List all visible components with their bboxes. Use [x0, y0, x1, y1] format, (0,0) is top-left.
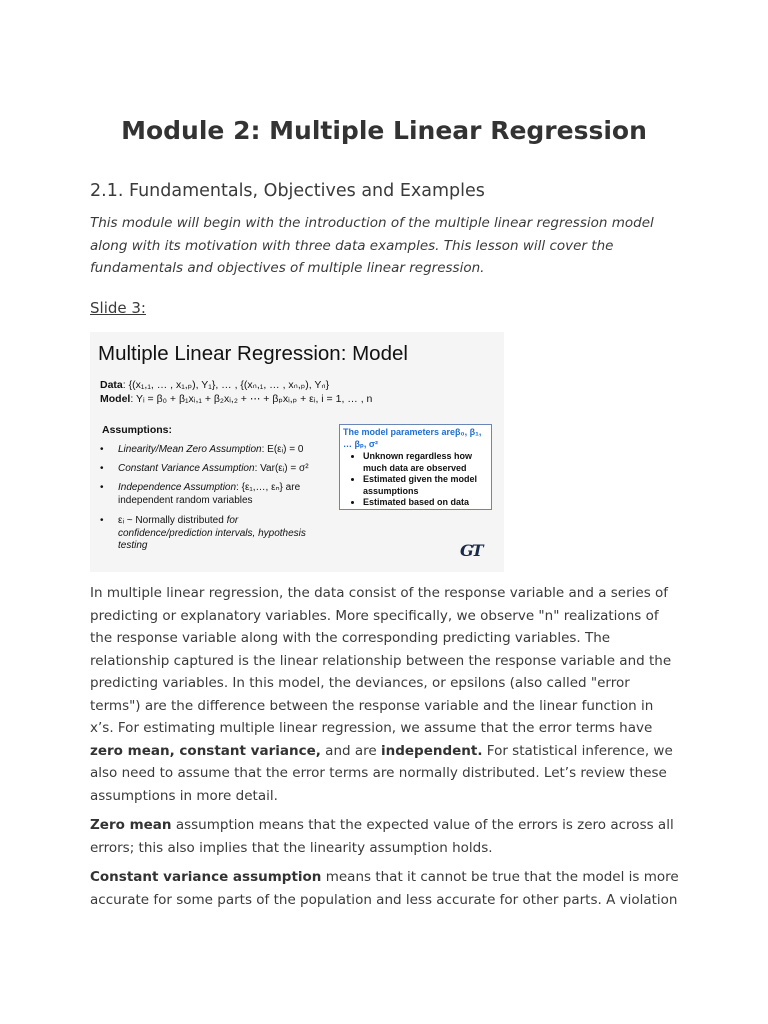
section-heading: 2.1. Fundamentals, Objectives and Examples — [90, 181, 485, 201]
assumption-name: Independence Assumption — [118, 482, 237, 493]
parameters-item: • Unknown regardless how much data are observed — [363, 451, 491, 474]
parameters-list — [340, 451, 491, 509]
body-paragraph — [90, 582, 680, 807]
bullet-dot: • — [100, 463, 104, 474]
body-paragraph — [90, 866, 680, 911]
slide-image — [90, 332, 504, 572]
paragraph-text: assumption means that the expected value of the errors is zero across all errors; this also implies that the linearity assumption holds. — [90, 817, 674, 856]
assumption-bullet — [100, 515, 328, 553]
slide-title: Multiple Linear Regression: Model — [98, 342, 408, 365]
paragraph-text: means that it cannot be true that the model is more accurate for some parts of the population and less accurate for other parts. A violation — [90, 869, 679, 908]
data-formula: : {(x₁,₁, … , x₁,ₚ), Y₁}, … , {(xₙ,₁, … , xₙ,ₚ), Yₙ} — [122, 379, 330, 391]
emphasis-text: independent. — [380, 742, 483, 759]
assumption-bullet — [100, 444, 328, 457]
parameters-box — [339, 424, 492, 510]
paragraph-text: For statistical inference, we also need to assume that the error terms are normally distributed. Let’s review these assumptions in more detail. — [90, 742, 673, 804]
assumption-name: Constant Variance Assumption — [118, 463, 255, 474]
assumption-formula: : Var(εᵢ) = σ² — [254, 463, 309, 474]
parameters-item: • Estimated based on data — [363, 497, 491, 509]
bullet-dot: • — [100, 515, 104, 526]
assumption-name: Linearity/Mean Zero Assumption — [118, 444, 262, 455]
parameters-heading: The model parameters areβ₀, β₁, … βₚ, σ² — [343, 427, 482, 449]
body-paragraph — [90, 814, 680, 859]
page-title: Module 2: Multiple Linear Regression — [121, 116, 647, 145]
bullet-dot: • — [100, 444, 104, 455]
bullet-dot: • — [100, 482, 104, 493]
paragraph-text: In multiple linear regression, the data consist of the response variable and a series of predicting or explanatory variables. More specifically, we observe "n" realizations of the response variable along with the corresponding predicting variables. The relationship captured is the linear relationship between the response variable and the predicting variables. In this model, the deviances, or epsilons (also called "error terms") are the difference between the response variable and the linear function in x’s. For estimating multiple linear regression, we assume that the error terms have — [90, 585, 672, 736]
data-line — [100, 378, 372, 392]
paragraph-text: and are — [320, 742, 381, 759]
assumption-formula: εᵢ ~ Normally distributed — [118, 515, 227, 526]
assumption-bullet — [100, 463, 328, 476]
model-line — [100, 392, 372, 406]
model-label: Model — [100, 393, 131, 405]
assumption-bullet — [100, 482, 328, 507]
assumption-note: for confidence/prediction intervals, hypothesis testing — [118, 515, 306, 551]
intro-paragraph: This module will begin with the introduction of the multiple linear regression model along with its motivation with three data examples. This lesson will cover the fundamentals and objectives of multiple linear regression. — [90, 215, 654, 276]
slide-label: Slide 3: — [90, 299, 146, 317]
model-formula: : Yᵢ = β₀ + β₁xᵢ,₁ + β₂xᵢ,₂ + ⋯ + βₚxᵢ,ₚ + εᵢ, i = 1, … , n — [130, 393, 373, 405]
data-label: Data — [100, 379, 123, 391]
assumption-formula: : {ε₁,…, εₙ} are independent random variables — [118, 482, 301, 506]
gt-logo: GT — [460, 541, 482, 560]
slide-formulas — [100, 378, 372, 406]
emphasis-text: Constant variance assumption — [90, 869, 322, 885]
assumption-formula: : E(εᵢ) = 0 — [261, 444, 304, 455]
emphasis-text: Zero mean — [90, 817, 172, 833]
parameters-item: • Estimated given the model assumptions — [363, 474, 491, 497]
emphasis-text: zero mean, constant variance, — [90, 742, 321, 759]
assumptions-heading: Assumptions: — [102, 424, 173, 436]
